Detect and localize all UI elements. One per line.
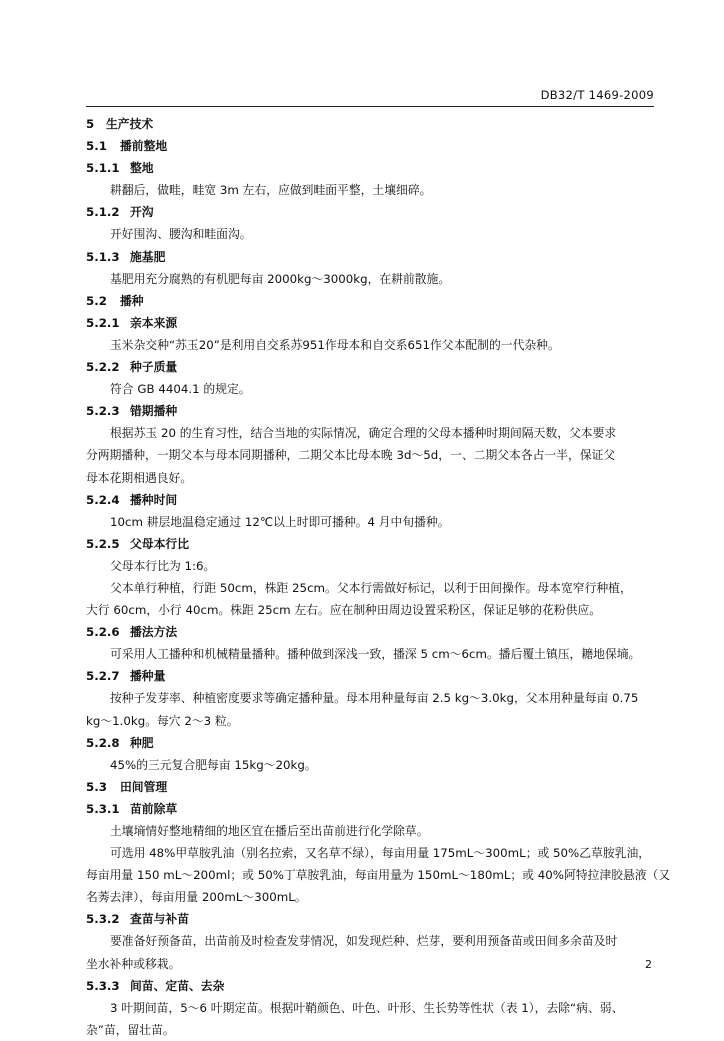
- section-heading: [86, 400, 656, 422]
- section-number: 5.2.6: [86, 625, 120, 640]
- paragraph-continuation: 坐水补种或移栽。: [86, 956, 181, 971]
- paragraph-continuation: 大行 60cm，小行 40cm。株距 25cm 左右。应在制种田周边设置采粉区，保证足够的花粉供应。: [86, 603, 602, 618]
- paragraph-line: 父本单行种植，行距 50cm，株距 25cm。父本行需做好标记，以利于田间操作。母本宽窄行种植，: [110, 580, 632, 595]
- section-number: 5.1: [86, 139, 107, 154]
- paragraph-continuation: kg～1.0kg。每穴 2～3 粒。: [86, 713, 239, 728]
- section-number: 5: [86, 117, 95, 131]
- section-heading: [86, 312, 656, 334]
- paragraph-line: 10cm 耕层地温稳定通过 12℃以上时即可播种。4 月中旬播种。: [110, 514, 450, 529]
- paragraph-line: 开好围沟、腰沟和畦面沟。: [110, 227, 252, 242]
- section-heading: [86, 975, 656, 997]
- section-number: 5.2.3: [86, 404, 120, 419]
- paragraph-line: 可采用人工播种和机械精量播种。播种做到深浅一致，播深 5 cm～6cm。播后覆土镇压，耱地保墒。: [110, 647, 641, 662]
- section-title: 施基肥: [130, 249, 166, 264]
- page-number: 2: [645, 958, 652, 971]
- section-number: 5.2.2: [86, 360, 120, 375]
- section-number: 5.1.2: [86, 205, 120, 220]
- section-title: 父母本行比: [130, 536, 189, 551]
- section-number: 5.3.1: [86, 801, 120, 816]
- paragraph-continuation: 杂”苗，留壮苗。: [86, 1022, 175, 1037]
- header-divider: [86, 106, 654, 107]
- section-number: 5.2.7: [86, 669, 120, 684]
- section-heading: [86, 798, 656, 820]
- section-heading: [86, 533, 656, 555]
- paragraph-continuation: 每亩用量 150 mL～200ml；或 50%丁草胺乳油，每亩用量为 150mL～180mL；或 40%阿特拉津胶悬液（又: [86, 868, 671, 883]
- section-number: 5.1.3: [86, 249, 120, 264]
- document-body: [86, 113, 671, 1041]
- document-code: DB32/T 1469-2009: [540, 88, 654, 102]
- section-title: 播法方法: [130, 625, 178, 640]
- section-heading: [86, 621, 656, 643]
- section-heading: [86, 908, 656, 930]
- section-title: 错期播种: [130, 404, 178, 419]
- paragraph-line: 玉米杂交种“苏玉20”是利用自交系苏951作母本和自交系651作父本配制的一代杂种。: [110, 337, 560, 352]
- section-heading: [86, 776, 656, 798]
- section-title: 田间管理: [120, 779, 168, 794]
- section-number: 5.1.1: [86, 161, 120, 176]
- section-heading: [86, 157, 656, 179]
- section-title: 亲本来源: [130, 315, 178, 330]
- section-title: 播种: [120, 293, 144, 308]
- section-heading: [86, 489, 656, 511]
- paragraph-line: 土壤墒情好整地精细的地区宜在播后至出苗前进行化学除草。: [110, 824, 429, 838]
- paragraph-line: 按种子发芽率、种植密度要求等确定播种量。母本用种量每亩 2.5 kg～3.0kg，父本用种量每亩 0.75: [110, 691, 639, 706]
- section-title: 查苗与补苗: [130, 912, 189, 927]
- section-heading: [86, 356, 656, 378]
- paragraph-continuation: 分两期播种，一期父本与母本同期播种，二期父本比母本晚 3d～5d，一、二期父本各占一半，保证父: [86, 448, 616, 463]
- paragraph-line: 耕翻后，做畦，畦宽 3m 左右，应做到畦面平整，土壤细碎。: [110, 183, 432, 198]
- section-number: 5.3.2: [86, 912, 120, 927]
- paragraph-line: 要准备好预备苗，出苗前及时检查发芽情况，如发现烂种、烂芽，要利用预备苗或田间多余苗及时: [110, 934, 618, 949]
- paragraph-line: 基肥用充分腐熟的有机肥每亩 2000kg～3000kg，在耕前散施。: [110, 271, 451, 286]
- section-title: 整地: [130, 161, 154, 176]
- section-number: 5.2: [86, 293, 107, 308]
- section-number: 5.2.4: [86, 492, 120, 507]
- paragraph-continuation: 母本花期相遇良好。: [86, 470, 193, 485]
- paragraph-line: 根据苏玉 20 的生育习性，结合当地的实际情况，确定合理的父母本播种时期间隔天数，父本要求: [110, 426, 617, 441]
- section-title: 种肥: [130, 735, 154, 750]
- paragraph-line: 3 叶期间苗，5～6 叶期定苗。根据叶鞘颜色、叶色、叶形、生长势等性状（表 1），去除“病、弱、: [110, 1000, 624, 1015]
- section-title: 播种时间: [130, 492, 178, 507]
- section-title: 播前整地: [120, 139, 168, 154]
- section-heading: [86, 135, 656, 157]
- section-number: 5.2.1: [86, 315, 120, 330]
- section-title: 播种量: [130, 669, 166, 684]
- paragraph-line: 可选用 48%甲草胺乳油（别名拉索，又名草不绿），每亩用量 175mL～300mL；或 50%乙草胺乳油，: [110, 846, 651, 861]
- section-title: 种子质量: [130, 360, 178, 375]
- section-heading: [86, 732, 656, 754]
- section-number: 5.2.8: [86, 735, 120, 750]
- paragraph-line: 父母本行比为 1:6。: [110, 558, 216, 573]
- section-heading: [86, 290, 656, 312]
- section-title: 间苗、定苗、去杂: [130, 978, 225, 993]
- paragraph-line: 符合 GB 4404.1 的规定。: [110, 382, 251, 397]
- section-title: 苗前除草: [130, 801, 178, 816]
- section-heading: [86, 665, 656, 687]
- paragraph-continuation: 名莠去津），每亩用量 200mL～300mL。: [86, 890, 307, 905]
- section-heading: [86, 201, 656, 223]
- section-title: 生产技术: [106, 117, 154, 131]
- section-heading: [86, 246, 656, 268]
- section-number: 5.3.3: [86, 978, 120, 993]
- section-number: 5.3: [86, 779, 107, 794]
- section-number: 5.2.5: [86, 536, 120, 551]
- section-title: 开沟: [130, 205, 154, 220]
- section-heading: [86, 113, 656, 135]
- paragraph-line: 45%的三元复合肥每亩 15kg～20kg。: [110, 757, 317, 772]
